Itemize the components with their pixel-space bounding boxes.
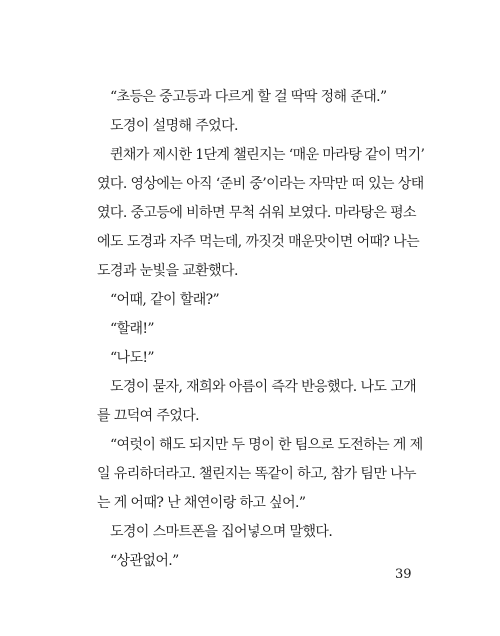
text-line: 는 게 어때? 난 채연이랑 하고 싶어.” <box>97 495 306 511</box>
text-line: 도경과 눈빛을 교환했다. <box>97 263 238 279</box>
text-line: 도경이 설명해 주었다. <box>110 118 238 134</box>
text-line: 에도 도경과 자주 먹는데, 까짓것 매운맛이면 어때? 나는 <box>97 234 420 250</box>
text-line: 퀸채가 제시한 1단계 챌린지는 ‘매운 마라탕 같이 먹기’ <box>110 147 425 163</box>
paragraph-3 <box>97 141 425 286</box>
text-line: 일 유리하더라고. 챌린지는 똑같이 하고, 참가 팀만 나누 <box>97 466 416 482</box>
text-line: 도경이 스마트폰을 집어넣으며 말했다. <box>110 524 333 540</box>
paragraph-2 <box>97 112 422 141</box>
text-line: 였다. 영상에는 아직 ‘준비 중’이라는 자막만 떠 있는 상태 <box>97 176 424 192</box>
paragraph-4 <box>97 286 422 315</box>
text-line: 도경이 묻자, 재희와 아름이 즉각 반응했다. 나도 고개 <box>110 379 417 395</box>
text-line: “나도!” <box>110 350 154 366</box>
text-line: “어때, 같이 할래?” <box>110 292 220 308</box>
text-line: 였다. 중고등에 비하면 무척 쉬워 보였다. 마라탕은 평소 <box>97 205 416 221</box>
paragraph-5 <box>97 315 422 344</box>
paragraph-9 <box>97 518 422 547</box>
text-line: “여럿이 해도 되지만 두 명이 한 팀으로 도전하는 게 제 <box>110 437 423 453</box>
paragraph-7 <box>97 373 422 431</box>
paragraph-8 <box>97 431 422 518</box>
text-line: 를 끄덕여 주었다. <box>97 408 200 424</box>
text-line: “상관없어.” <box>110 553 179 569</box>
text-line: “할래!” <box>110 321 154 337</box>
paragraph-6 <box>97 344 422 373</box>
paragraph-10 <box>97 547 422 576</box>
paragraph-1 <box>97 83 422 112</box>
text-line: “초등은 중고등과 다르게 할 걸 딱딱 정해 준대.” <box>110 89 387 105</box>
page-number: 39 <box>395 567 412 582</box>
